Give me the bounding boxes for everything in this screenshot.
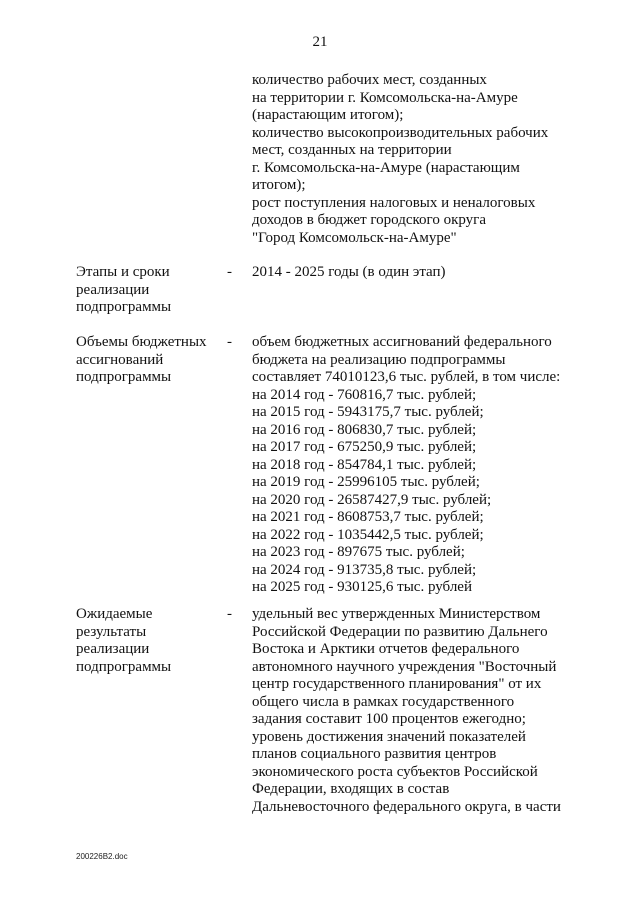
text-line: на 2023 год - 897675 тыс. рублей; [252,544,465,560]
label-line: подпрограммы [76,369,172,385]
text-line: на 2015 год - 5943175,7 тыс. рублей; [252,404,484,420]
text-line: мест, созданных на территории [252,142,452,158]
text-line: планов социального развития центров [252,746,497,762]
text-line: количество высокопроизводительных рабочих [252,124,549,141]
text-line: автономного научного учреждения "Восточный [252,658,557,675]
text-line: Востока и Арктики отчетов федерального [252,641,520,657]
text-line: Российской Федерации по развитию Дальнего [252,623,548,640]
text-line: на 2014 год - 760816,7 тыс. рублей; [252,386,477,403]
text-line: объем бюджетных ассигнований федерального [252,334,552,350]
text-line: Федерации, входящих в состав [252,781,450,797]
text-line: задания составит 100 процентов ежегодно; [252,711,526,727]
text-line: рост поступления налоговых и неналоговых [252,194,536,211]
text-line: на 2019 год - 25996105 тыс. рублей; [252,474,480,490]
text-line: доходов в бюджет городского округа [252,212,486,228]
page-number: 21 [312,34,328,50]
top-block-content [252,72,582,247]
text-line: бюджета на реализацию подпрограммы [252,351,506,368]
text-line: на 2017 год - 675250,9 тыс. рублей; [252,439,477,455]
label-line: ассигнований [76,351,164,368]
text-line: 2014 - 2025 годы (в один этап) [252,264,446,280]
text-line: на территории г. Комсомольска-на-Амуре [252,89,518,106]
section-label [76,334,226,387]
section-content [252,606,582,816]
text-line: на 2024 год - 913735,8 тыс. рублей; [252,561,477,578]
text-line: на 2022 год - 1035442,5 тыс. рублей; [252,526,484,543]
label-line: Ожидаемые [76,606,153,622]
text-line: (нарастающим итогом); [252,107,404,123]
text-line: экономического роста субъектов Российской [252,763,538,780]
label-line: результаты [76,623,147,640]
text-line: на 2020 год - 26587427,9 тыс. рублей; [252,491,492,508]
separator-dash: - [227,334,232,350]
text-line: общего числа в рамках государственного [252,693,515,710]
text-line: на 2025 год - 930125,6 тыс. рублей [252,579,472,595]
separator-dash: - [227,264,232,280]
text-line: уровень достижения значений показателей [252,728,526,745]
text-line: на 2016 год - 806830,7 тыс. рублей; [252,421,477,438]
text-line: "Город Комсомольск-на-Амуре" [252,229,457,246]
text-line: Дальневосточного федерального округа, в части [252,798,561,815]
section-content [252,334,582,597]
section-label [76,606,226,676]
text-line: количество рабочих мест, созданных [252,72,487,88]
text-line: удельный вес утвержденных Министерством [252,606,541,622]
label-line: подпрограммы [76,299,172,315]
text-line: итогом); [252,177,306,193]
section-content [252,264,582,282]
text-line: составляет 74010123,6 тыс. рублей, в том числе: [252,369,561,385]
section-label [76,264,226,317]
label-line: Объемы бюджетных [76,334,207,350]
document-filename: 200226B2.doc [76,852,128,861]
label-line: реализации [76,281,150,298]
text-line: центр государственного планирования" от их [252,676,542,692]
label-line: реализации [76,641,150,657]
separator-dash: - [227,606,232,622]
label-line: подпрограммы [76,658,172,675]
label-line: Этапы и сроки [76,264,170,280]
text-line: г. Комсомольска-на-Амуре (нарастающим [252,159,520,176]
text-line: на 2021 год - 8608753,7 тыс. рублей; [252,509,484,525]
text-line: на 2018 год - 854784,1 тыс. рублей; [252,456,477,473]
